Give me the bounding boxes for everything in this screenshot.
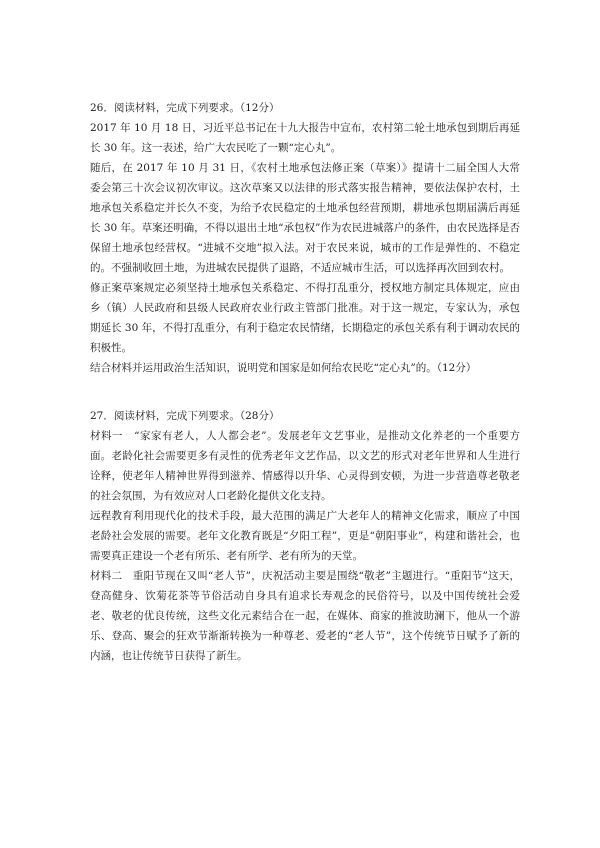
q27-paragraph-2: 远程教育利用现代化的技术手段，最大范围的满足广大老年人的精神文化需求，顺应了中国老龄社会发展的需要。老年文化教育既是“夕阳工程”，更是“朝阳事业”，构建和谐社会，也需要真正建设一个老有所乐、老有所学、老有所为的天堂。 xyxy=(90,510,520,562)
q26-paragraph-3: 修正案草案规定必须坚持土地承包关系稳定、不得打乱重分，授权地方制定具体规定，应由乡（镇）人民政府和县级人民政府农业行政主管部门批准。对于这一规定，专家认为，承包期延长 30 年，不得打乱重分，有利于稳定农民情绪，长期稳定的承包关系有利于调动农民的积极性。 xyxy=(90,282,520,354)
q26-prompt: 结合材料并运用政治生活知识，说明党和国家是如何给农民吃“定心丸”的。（12分） xyxy=(90,362,477,374)
question-26 xyxy=(90,98,520,378)
q26-paragraph-1: 2017 年 10 月 18 日，习近平总书记在十九大报告中宣布，农村第二轮土地承包到期后再延长 30 年。这一表述，给广大农民吃了一颗“定心丸”。 xyxy=(90,122,520,154)
section-spacer xyxy=(90,378,520,406)
question-27-heading: 27．阅读材料，完成下列要求。（28分） xyxy=(90,410,280,422)
question-27 xyxy=(90,406,520,666)
exam-page xyxy=(90,98,520,666)
q27-material-1: 材料一 “家家有老人，人人都会老”。发展老年文艺事业，是推动文化养老的一个重要方面。老龄化社会需要更多有灵性的优秀老年文艺作品，以文艺的形式对老年世界和人生进行诠释，使老年人精神世界得到滋养、情感得以升华、心灵得到安顿，为进一步营造尊老敬老的社会氛围，为有效应对人口老龄化提供文化支持。 xyxy=(90,430,520,502)
q26-paragraph-2: 随后，在 2017 年 10 月 31 日，《农村土地承包法修正案（草案）》提请十二届全国人大常委会第三十次会议初次审议。这次草案又以法律的形式落实报告精神，要依法保护农村，土地承包关系稳定并长久不变，为给予农民稳定的土地承包经营预期，耕地承包期届满后再延长 30 年。草案还明确，不得以退出土地“承包权”作为农民进城落户的条件，由农民选择是否保留土地承包经营权。“进城不交地”拟入法。对于农民来说，城市的工作是弹性的、不稳定的。不强制收回土地，为进城农民提供了退路，不适应城市生活，可以选择再次回到农村。 xyxy=(90,162,520,274)
question-26-heading: 26．阅读材料，完成下列要求。（12分） xyxy=(90,102,280,114)
q27-material-2: 材料二 重阳节现在又叫“老人节”，庆祝活动主要是围绕“敬老”主题进行。“重阳节”这天，登高健身、饮菊花茶等节俗活动自身具有追求长寿观念的民俗符号，以及中国传统社会爱老、敬老的优良传统，这些文化元素结合在一起，在媒体、商家的推波助澜下，他从一个游乐、登高、聚会的狂欢节渐渐转换为一种尊老、爱老的“老人节”，这个传统节日赋予了新的内涵，也让传统节日获得了新生。 xyxy=(90,570,520,662)
